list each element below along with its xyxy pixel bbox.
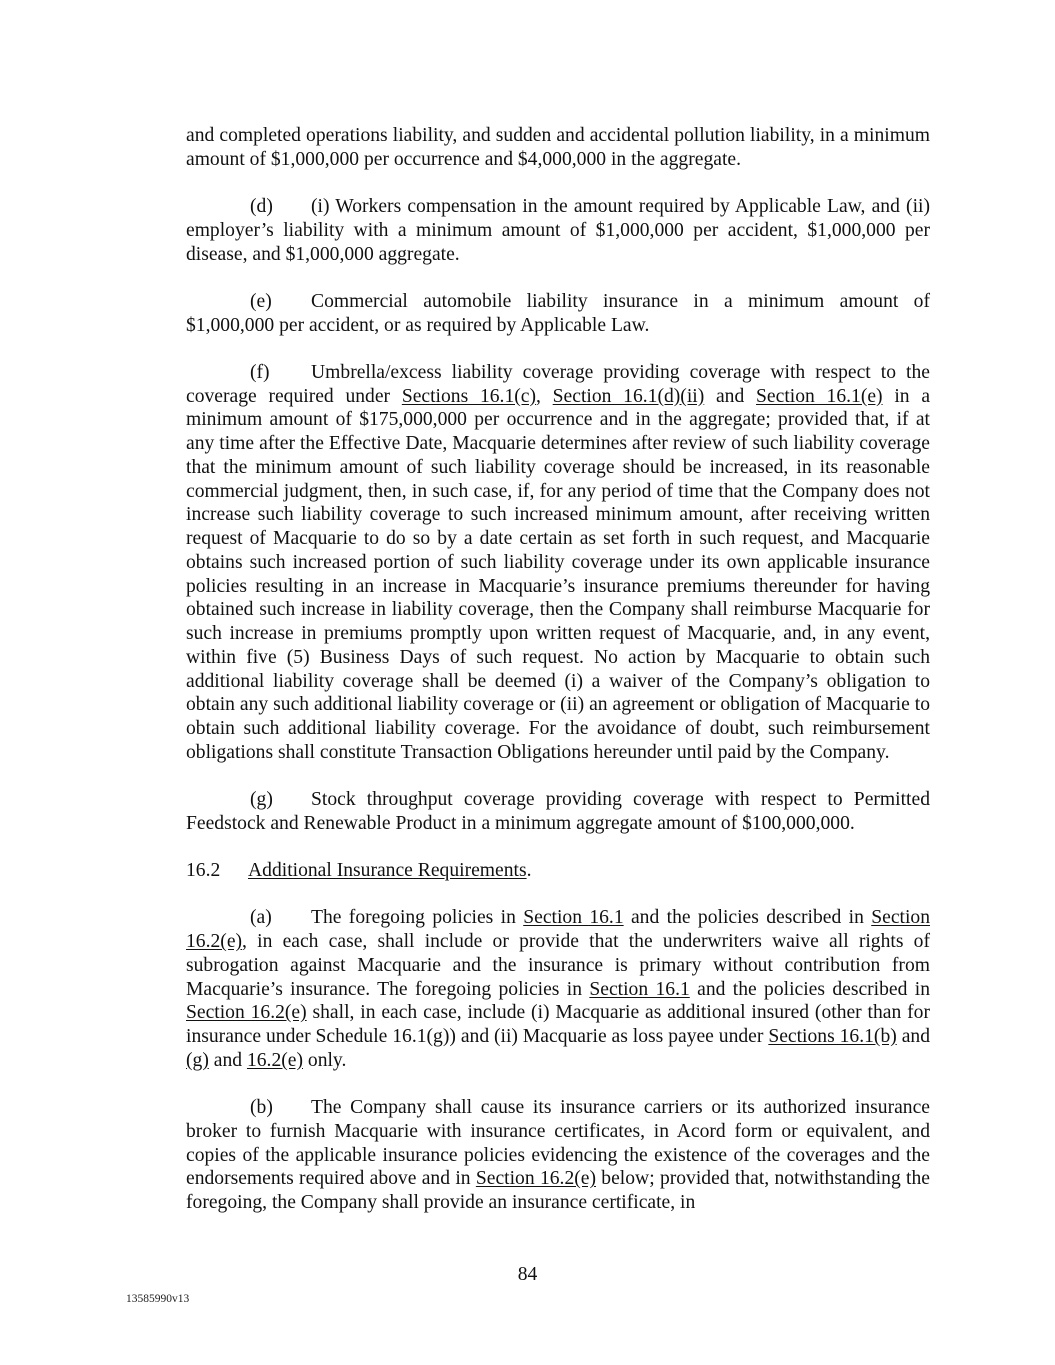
paragraph-d (186, 195, 930, 266)
paragraph-text: and (704, 385, 757, 407)
paragraph-label: (e) (250, 290, 272, 312)
paragraph-label: (d) (250, 196, 273, 217)
page-number: 84 (517, 1264, 538, 1285)
cross-reference: Section 16.1(e) (756, 385, 883, 407)
paragraph-text: Stock throughput coverage providing coverage with respect to Permitted Feedstock and Renewable Product in a minimum aggregate amount of $100,000,000. (186, 789, 930, 834)
paragraph-text: and the policies described in (689, 978, 930, 1000)
section-title: Additional Insurance Requirements (248, 860, 527, 881)
cross-reference: (g) (186, 1049, 209, 1071)
section-title-suffix: . (526, 860, 532, 881)
paragraph-16-2-a (186, 906, 930, 1072)
section-number: 16.2 (186, 860, 221, 881)
paragraph-label: (g) (250, 789, 273, 810)
cross-reference: Section 16.2(e) (186, 907, 930, 952)
cross-reference: Section 16.1(d)(ii) (552, 385, 705, 407)
paragraph-text: and (896, 1026, 930, 1047)
paragraph-text: The foregoing policies in (311, 907, 524, 929)
cross-reference: Section 16.1 (589, 978, 690, 1000)
paragraph-e (186, 290, 930, 338)
paragraph-text: The Company shall cause its insurance carriers or its authorized insurance broker to furnish Macquarie with insurance certificates, in Acord form or equivalent, and copies of the applicable insurance policies evidencing the existence of the coverages and the endorsements required above and in (186, 1097, 930, 1190)
paragraph-label: (b) (250, 1097, 273, 1118)
paragraph-text: in a minimum amount of $175,000,000 per occurrence and in the aggregate; provided that, if at any time after the Effective Date, Macquarie determines after review of such liability coverage that the minimum amount of such liability coverage should be increased, in its reasonable commercial judgment, then, in such case, if, for any period of time that the Company does not increase such liability coverage to such increased minimum amount, after receiving written request of Macquarie to do so by a date certain as set forth in such request, and Macquarie obtains such increased portion of such liability coverage under its own applicable insurance policies resulting in an increase in Macquarie’s insurance premiums thereunder for having obtained such increase in liability coverage, then the Company shall reimburse Macquarie for such increase in premiums promptly upon written request of Macquarie, and, in any event, within five (5) Business Days of such request. No action by Macquarie to obtain such additional liability coverage shall be deemed (i) a waiver of the Company’s obligation to obtain any such additional liability coverage or (ii) an agreement or obligation of Macquarie to obtain such additional liability coverage. For the avoidance of doubt, such reimbursement obligations shall constitute Transaction Obligations hereunder until paid by the Company. (186, 385, 931, 763)
paragraph-text: Umbrella/excess liability coverage providing coverage with respect to the coverage required under (186, 361, 930, 407)
paragraph-label: (a) (250, 907, 272, 929)
paragraph-text: and the policies described in (623, 907, 872, 929)
cross-reference: Sections 16.1(c) (401, 385, 537, 407)
paragraph-continuation: and completed operations liability, and sudden and accidental pollution liability, in a minimum amount of $1,000,000 per occurrence and $4,000,000 in the aggregate. (186, 125, 930, 170)
paragraph-g (186, 788, 930, 836)
paragraph-f (186, 361, 930, 765)
document-id: 13585990v13 (126, 1293, 190, 1305)
cross-reference: Section 16.2(e) (475, 1168, 596, 1190)
section-heading-16-2 (186, 859, 930, 883)
paragraph-text: , in each case, shall include or provide that the underwriters waive all rights of subrogation against Macquarie and the insurance is primary without contribution from Macquarie’s insurance. The foregoing policies in (186, 931, 930, 1000)
paragraph-text: only. (303, 1049, 347, 1071)
paragraph-text: below; provided that, notwithstanding the foregoing, the Company shall provide an insurance certificate, in (186, 1168, 930, 1213)
paragraph-text: , (536, 385, 553, 407)
paragraph-label: (f) (250, 361, 270, 383)
cross-reference: Section 16.1 (523, 907, 624, 929)
cross-reference: 16.2(e) (246, 1049, 303, 1071)
paragraph-text: and (208, 1049, 247, 1071)
document-body (186, 124, 930, 1238)
paragraph-text: shall, in each case, include (i) Macquarie as additional insured (other than for insurance under Schedule 16.1(g)) and (ii) Macquarie as loss payee under (186, 1002, 930, 1047)
paragraph-text: (i) Workers compensation in the amount required by Applicable Law, and (ii) employer’s liability with a minimum amount of $1,000,000 per accident, $1,000,000 per disease, and $1,000,000 aggregate. (186, 196, 930, 265)
paragraph-text: Commercial automobile liability insurance in a minimum amount of $1,000,000 per accident, or as required by Applicable Law. (186, 290, 930, 336)
cross-reference: Sections 16.1(b) (768, 1026, 897, 1047)
paragraph-16-2-b (186, 1096, 930, 1215)
cross-reference: Section 16.2(e) (186, 1002, 307, 1024)
